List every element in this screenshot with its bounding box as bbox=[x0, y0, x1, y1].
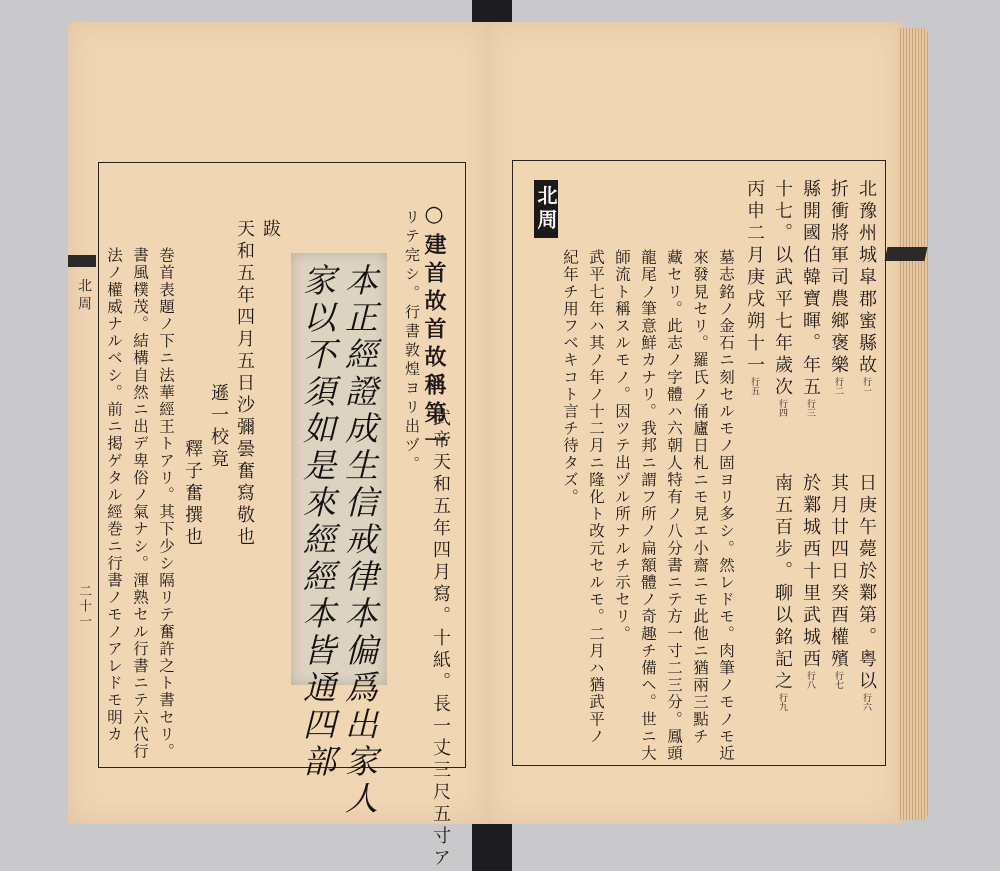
commentary-line-5: 師流ト稱スルモノ。因ツテ出ヅル所ナルチ示セリ。 bbox=[613, 249, 631, 643]
commentary-line-2: 來發見セリ。羅氏ノ俑廬日札ニモ見エ小齋ニモ此他ニ猶兩三點チ bbox=[691, 249, 709, 745]
right-text-frame bbox=[512, 160, 886, 766]
inscription-line-7: 其月廿四日癸酉權殯行七 bbox=[828, 473, 849, 689]
commentary-line-4: 龍尾ノ筆意鮮カナリ。我邦ニ謂フ所ノ扁額體ノ奇趣チ備ヘ。世ニ大 bbox=[639, 249, 657, 762]
commentary-line-7: 紀年チ用フベキコト言チ待タズ。 bbox=[561, 249, 579, 506]
inscription-line-5: 丙申二月庚戌朔十一行五 bbox=[744, 179, 765, 395]
postscript-title: 跋 bbox=[260, 219, 281, 241]
facsimile-column-1: 本正經證成生信戒律本偏爲出家人 bbox=[340, 263, 379, 818]
running-head: 北周 bbox=[76, 278, 92, 314]
left-page-marker bbox=[68, 255, 96, 267]
section-header-tab: 北周 bbox=[534, 180, 558, 238]
left-text-frame bbox=[98, 162, 466, 870]
commentary-line-3: 藏セリ。此志ノ字體ハ六朝人特有ノ八分書ニテ方一寸二三分。鳳頭 bbox=[665, 249, 683, 762]
postscript-line-1: 天和五年四月五日沙彌曇奮寫敬也 bbox=[234, 219, 255, 549]
right-page-marker bbox=[885, 247, 928, 261]
commentary-line-6: 武平七年ハ其ノ年ノ十二月ニ隆化ト改元セルモ。二月ハ猶武平ノ bbox=[587, 249, 605, 745]
inscription-line-4: 十七。以武平七年歲次行四 bbox=[772, 179, 793, 417]
facsimile-column-2: 家以不須如是來經經本皆通四部 bbox=[298, 263, 337, 781]
section-title: ○建首故首故稱第一 bbox=[421, 201, 447, 457]
inscription-line-3: 縣開國伯韓寶暉。年五行三 bbox=[800, 179, 821, 417]
postscript-line-2: 遜一校竟 bbox=[208, 383, 229, 471]
calligraphy-facsimile bbox=[291, 253, 387, 818]
page-edges bbox=[898, 28, 928, 820]
postscript-line-3: 釋子奮撰也 bbox=[182, 439, 203, 549]
page-number: 二十一 bbox=[76, 584, 91, 629]
meta-line-2: リテ完シ。行書敦煌ヨリ出ヅ。 bbox=[403, 209, 421, 475]
inscription-line-9: 南五百步。聊以銘記之行九 bbox=[772, 473, 793, 711]
commentary-line-3: 法ノ權威ナルベシ。前ニ掲ゲタル經巻ニ行書ノモノアレドモ明カ bbox=[105, 247, 123, 743]
commentary-line-2: 書風樸茂。結構自然ニ出デ卑俗ノ氣ナシ。渾熟セル行書ニテ六代行 bbox=[131, 247, 149, 760]
inscription-line-6: 日庚午薨於鄴第。粤以行六 bbox=[856, 473, 877, 711]
commentary-line-1: 墓志銘ノ金石ニ刻セルモノ固ヨリ多シ。然レドモ。肉筆ノモノモ近 bbox=[717, 249, 735, 762]
meta-line-1: 武帝天和五年四月寫。十紙。長一丈三尺五寸ア bbox=[430, 408, 451, 870]
inscription-line-8: 於鄴城西十里武城西行八 bbox=[800, 473, 821, 689]
inscription-line-1: 北豫州城皐郡蜜縣故行一 bbox=[856, 179, 877, 395]
inscription-line-2: 折衝將軍司農鄉褒樂行二 bbox=[828, 179, 849, 395]
commentary-line-1: 巻首表題ノ下ニ法華經王トアリ。其下少シ隔リテ奮許之ト書セリ。 bbox=[157, 247, 175, 760]
